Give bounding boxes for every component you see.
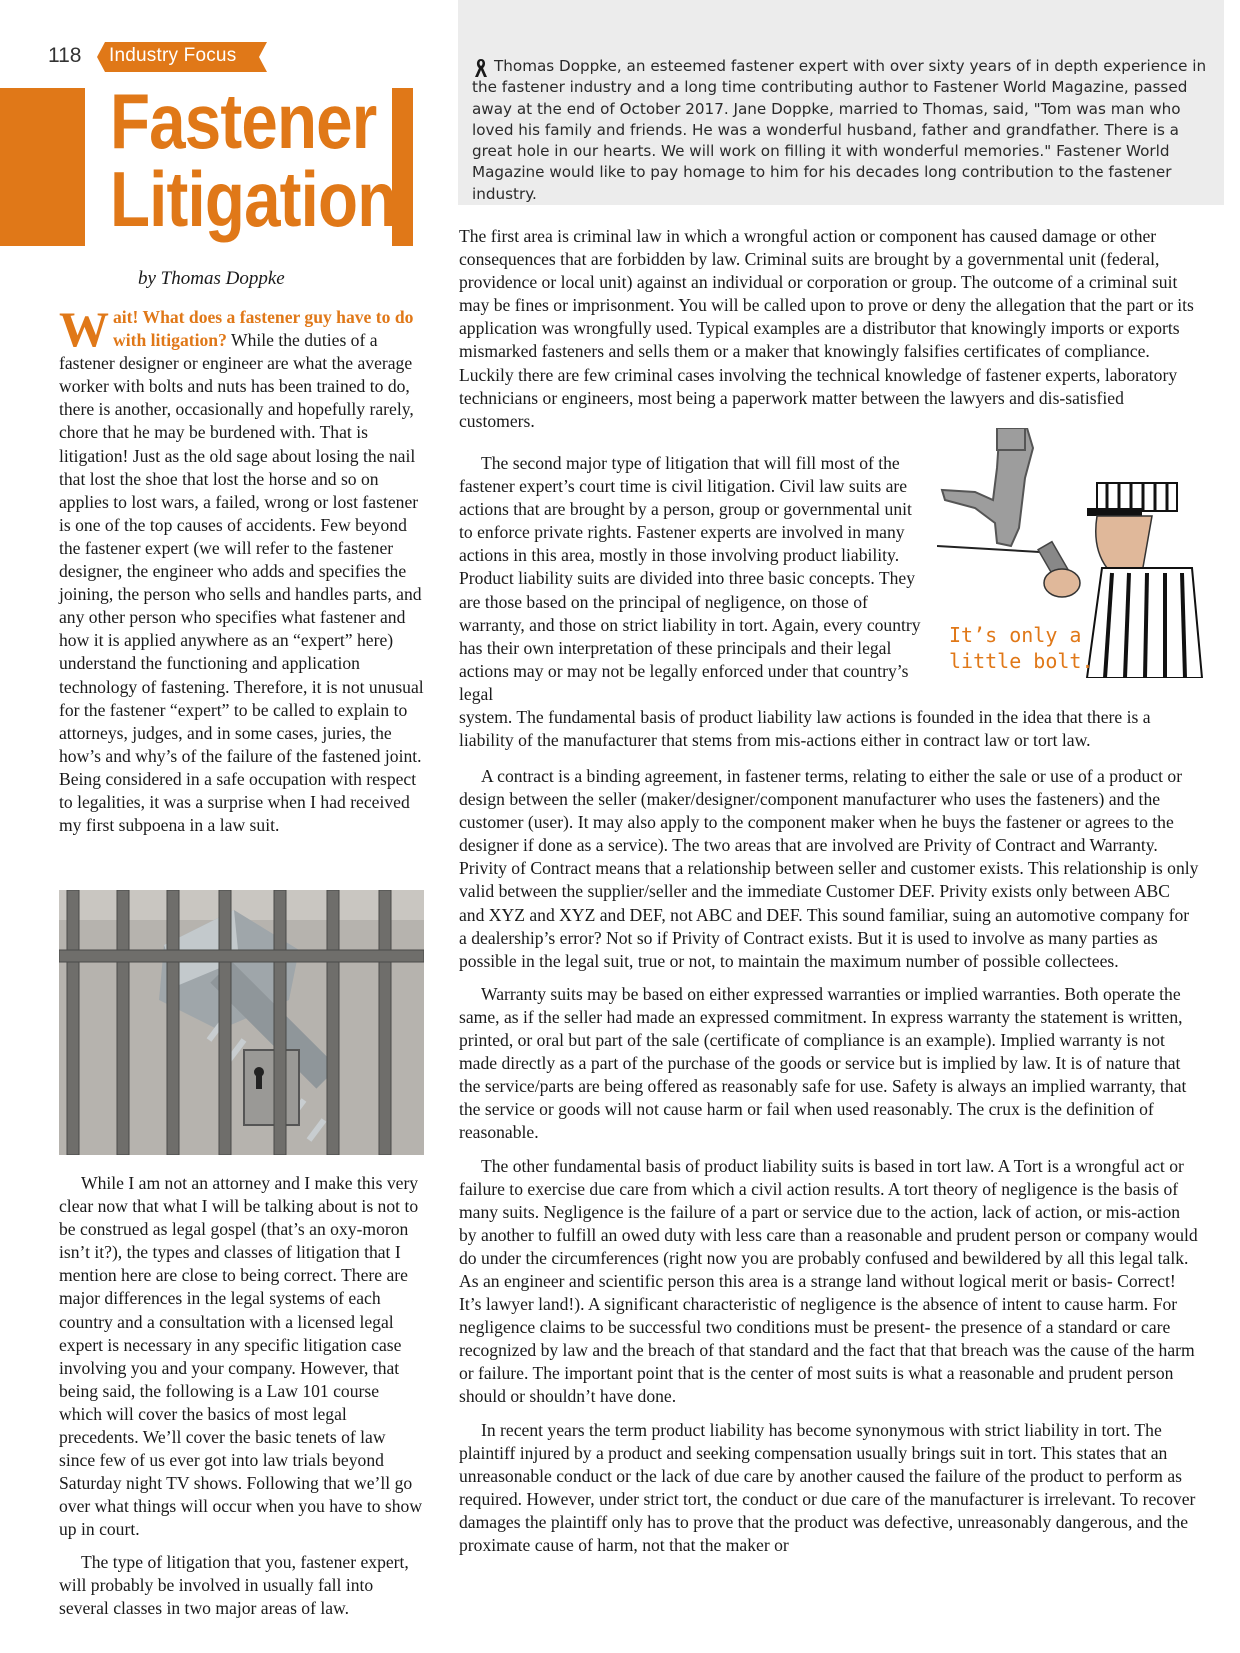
left-paragraph-2: While I am not an attorney and I make this very clear now that what I will be talking about is not to be construed as legal gospel (that’s an oxy-moron isn’t it?), the types and classes of litigation that I mention here are close to being correct. There are major differences in the legal systems of each country and a consultation with a licensed legal expert is necessary in any specific litigation case involving you and your company. However, that being said, the following is a Law 101 course which will cover the basics of most legal precedents. We’ll cover the basic tenets of law since few of us ever got into law trials beyond Saturday night TV shows. Following that we’ll go over what things will occur when you have to show up in court. — [59, 1173, 423, 1540]
jailed-bolt-illustration — [59, 890, 424, 1155]
memorial-box — [458, 0, 1224, 205]
right-column-top — [459, 225, 1199, 446]
page-number: 118 — [48, 44, 82, 67]
byline: by Thomas Doppke — [138, 268, 285, 289]
right-column-wrap-end — [459, 706, 1199, 752]
right-paragraph-4: Warranty suits may be based on either expressed warranties or implied warranties. Both operate the same, as if the seller had made an expressed commitment. In express warranty the statement is written, printed, or oral but part of the sale (certificate of compliance is an example). Implied warranty is not made directly as a part of the purchase of the goods or service but is implied by law. It is of nature that the service/parts are being offered as reasonably safe for use. Safety is always an implied warranty, that the service or goods will not cause harm or fail when used reasonably. The crux is the definition of reasonable. — [459, 983, 1187, 1143]
article-title: Fastener Litigation — [110, 77, 397, 243]
title-bar-left — [0, 88, 85, 246]
section-tag: Industry Focus — [97, 42, 267, 72]
left-column-intro — [59, 301, 425, 837]
right-paragraph-2: The second major type of litigation that will fill most of the fastener expert’s court time is civil litigation. Civil law suits are actions that are brought by a person, group or governmental unit to enforce private rights. Fastener experts are involved in many actions in this area, mostly in those involving product liability. Product liability suits are divided into three basic concepts. They are those based on the principal of negligence, on those of warranty, and those on strict liability in tort. Again, every country has their own interpretation of these principals and their legal actions may or may not be legally enforced under that country’s legal — [459, 453, 921, 704]
intro-text: While the duties of a fastener designer or engineer are what the average worker with bolts and nuts has been trained to do, there is another, occasionally and hopefully rarely, chore that he may be burdened with. That is litigation! Just as the old sage about losing the nail that lost the shoe that lost the horse and so on applies to lost wars, a failed, wrong or lost fastener is one of the top causes of accidents. Few beyond the fastener expert (we will refer to the fastener designer, the engineer who adds and specifies the joining, the person who sells and handles parts, and any other person who specifies what fastener and how it is applied anywhere as an “expert” here) understand the functioning and application technology of fastening. Therefore, it is not unusual for the fastener “expert” to be called to explain to attorneys, judges, and in some cases, juries, the how’s and why’s of the failure of the fastened joint. Being considered in a safe occupation with respect to legalities, it was a surprise when I had received my first subpoena in a law suit. — [59, 330, 424, 836]
memorial-text: Thomas Doppke, an esteemed fastener expert with over sixty years of in depth experience in the fastener industry and a long time contributing author to Fastener World Magazine, passed away at the end of October 2017. Jane Doppke, married to Thomas, said, "Tom was man who loved his family and friends. He was a wonderful husband, father and grandfather. There is a great hole in our hearts. We will work on filling it with wonderful memories." Fastener World Magazine would like to pay homage to him for his decades long contribution to the fastener industry. — [472, 57, 1207, 203]
right-paragraph-6: In recent years the term product liability has become synonymous with strict liability in tort. The plaintiff injured by a product and seeking compensation usually brings suit in tort. This states that an unreasonable conduct or the lack of due care by another caused the failure of the product to perform as required. However, under strict tort, the conduct or due care of the manufacturer is irrelevant. To recover damages the plaintiff only has to prove that the product was defective, unreasonably dangerous, and the proximate cause of harm, not that the maker or — [459, 1419, 1196, 1555]
right-paragraph-2-cont: system. The fundamental basis of product liability law actions is founded in the idea that there is a liability of the manufacturer that stems from mis-actions either in contract law or tort law. — [459, 707, 1151, 751]
right-paragraph-1: The first area is criminal law in which a wrongful action or component has caused damage or other consequences that are forbidden by law. Criminal suits are brought by a governmental unit (federal, providence or local unit) against an individual or corporation or group. The outcome of a criminal suit may be fines or imprisonment. You will be called upon to prove or deny the allegation that the part or its application was wrongfully used. Typical examples are a distributor that knowingly imports or exports mismarked fasteners and sells them or a maker that knowingly falsifies certificates of compliance. Luckily there are few criminal cases involving the technical knowledge of fastener experts, laboratory technicians or engineers, most being a paperwork matter between the lawyers and dis-satisfied customers. — [459, 226, 1194, 431]
cartoon-caption: It’s only a little bolt. — [949, 623, 1094, 673]
left-paragraph-3: The type of litigation that you, fastener expert, will probably be involved in usually fall into several classes in two major areas of law. — [59, 1551, 409, 1618]
right-column-body — [459, 765, 1199, 1567]
drop-cap: W — [59, 301, 109, 357]
right-column-wrapped — [459, 452, 929, 706]
right-paragraph-3: A contract is a binding agreement, in fastener terms, relating to either the sale or use of a product or design between the seller (maker/designer/component manufacturer who uses the fasteners) and the customer (user). It may also apply to the component maker when he buys the fastener or agrees to the designer if done as a service). The two areas that are involved are Privity of Contract and Warranty. Privity of Contract means that a relationship between seller and customer exists. This relationship is only valid between the supplier/seller and the immediate Customer DEF. Privity exists only between ABC and XYZ and XYZ and DEF, not ABC and DEF. This sound familiar, suing an automotive company for a dealership’s error? Not so if Privity of Contract exists. But it is used to involve as many parties as possible in the legal suit, true or not, to maintain the maximum number of possible collectees. — [459, 766, 1199, 971]
left-column-continued — [59, 1172, 425, 1629]
ribbon-icon — [474, 58, 488, 78]
right-paragraph-5: The other fundamental basis of product liability suits is based in tort law. A Tort is a wrongful act or failure to exercise due care from which a civil action results. A tort theory of negligence is the basis of many suits. Negligence is the failure of a part or service due to the action, lack of action, or mis-action by another to fulfill an owed duty with less care than a reasonable and prudent person or company would do under the circumferences (right now you are probably confused and bewildered by all this legal talk. As an engineer and scientific person this area is a strange land without logical merit or basis- Correct! It’s lawyer land!). A significant characteristic of negligence is the absence of intent to cause harm. For negligence claims to be successful two conditions must be present- the presence of a standard or care recognized by law and the breach of that standard and the fact that that breach was the cause of the harm or failure. The important point that is the center of most suits is what a reasonable and prudent person should or shouldn’t have done. — [459, 1155, 1198, 1407]
lead-in: ait! What does a fastener guy have to do with litigation? — [113, 307, 414, 351]
